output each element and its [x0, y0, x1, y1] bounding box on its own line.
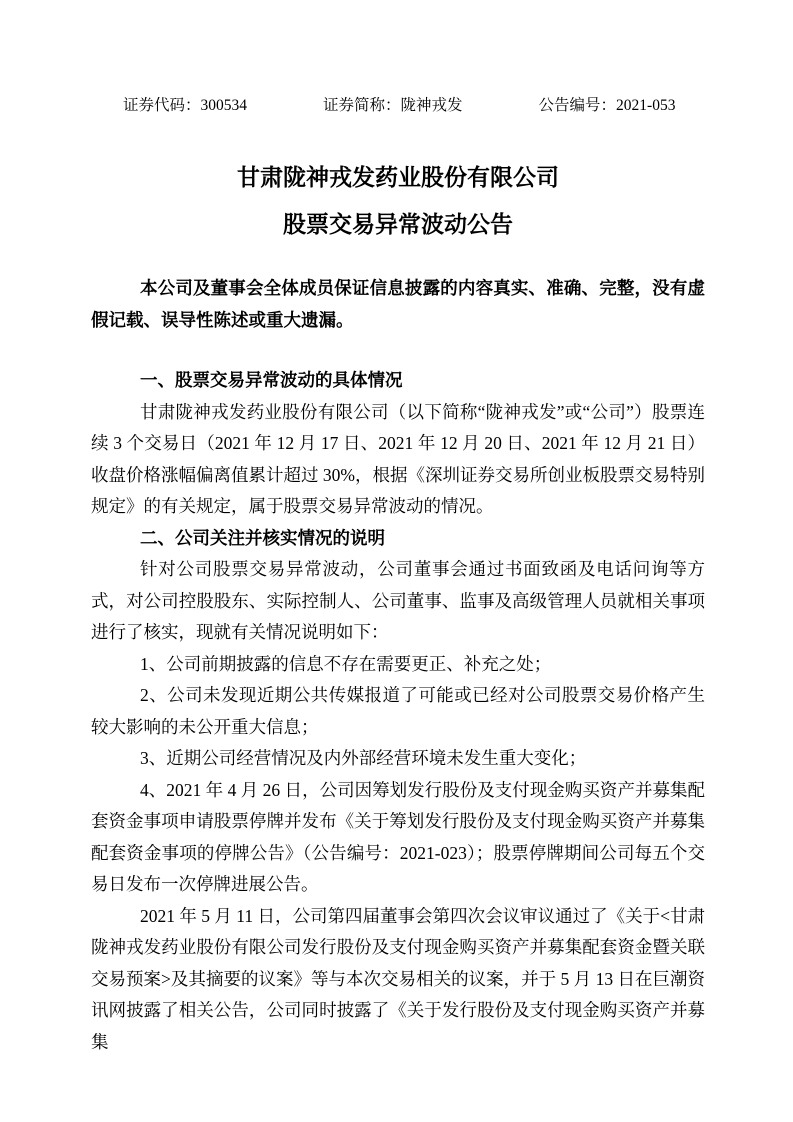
body-paragraph: 4、2021 年 4 月 26 日，公司因筹划发行股份及支付现金购买资产并募集配套资金事项申请股票停牌并发布《关于筹划发行股份及支付现金购买资产并募集配套资金事项的停牌公告》（公告编号：2021-023）；股票停牌期间公司每五个交易日发布一次停牌进展公告。 [91, 779, 705, 894]
body-paragraph: 1、公司前期披露的信息不存在需要更正、补充之处； [140, 653, 552, 674]
body-paragraph: 2、公司未发现近期公共传媒报道了可能或已经对公司股票交易价格产生较大影响的未公开重大信息； [91, 685, 705, 737]
company-name-title: 甘肃陇神戎发药业股份有限公司 [237, 165, 559, 190]
body-paragraph: 甘肃陇神戎发药业股份有限公司（以下简称“陇神戎发”或“公司”）股票连续 3 个交易日（2021 年 12 月 17 日、2021 年 12 月 20 日、2021 年 12 月 21 日）收盘价格涨幅偏离值累计超过 30%，根据《深圳证券交易所创业板股票交易特别规定》的有关规定，属于股票交易异常波动的情况。 [91, 401, 705, 516]
announcement-number: 公告编号：2021-053 [538, 97, 676, 114]
disclaimer-paragraph: 本公司及董事会全体成员保证信息披露的内容真实、准确、完整，没有虚假记载、误导性陈述或重大遗漏。 [91, 278, 705, 330]
announcement-title: 股票交易异常波动公告 [283, 212, 513, 237]
body-paragraph: 针对公司股票交易异常波动，公司董事会通过书面致函及电话问询等方式，对公司控股股东、实际控制人、公司董事、监事及高级管理人员就相关事项进行了核实，现就有关情况说明如下： [91, 559, 705, 642]
stock-short-name: 证券简称：陇神戎发 [323, 97, 463, 114]
body-paragraph: 3、近期公司经营情况及内外部经营环境未发生重大变化； [140, 748, 587, 768]
body-paragraph: 2021 年 5 月 11 日，公司第四届董事会第四次会议审议通过了《关于<甘肃陇神戎发药业股份有限公司发行股份及支付现金购买资产并募集配套资金暨关联交易预案>及其摘要的议案》等与本次交易相关的议案，并于 5 月 13 日在巨潮资讯网披露了相关公告，公司同时披露了《关于发行股份及支付现金购买资产并募集 [91, 905, 705, 1052]
document-header [91, 95, 705, 117]
section-heading: 二、公司关注并核实情况的说明 [140, 527, 385, 548]
stock-code: 证券代码：300534 [123, 97, 248, 114]
document-blocks [91, 365, 705, 1058]
section-heading: 一、股票交易异常波动的具体情况 [140, 370, 403, 390]
